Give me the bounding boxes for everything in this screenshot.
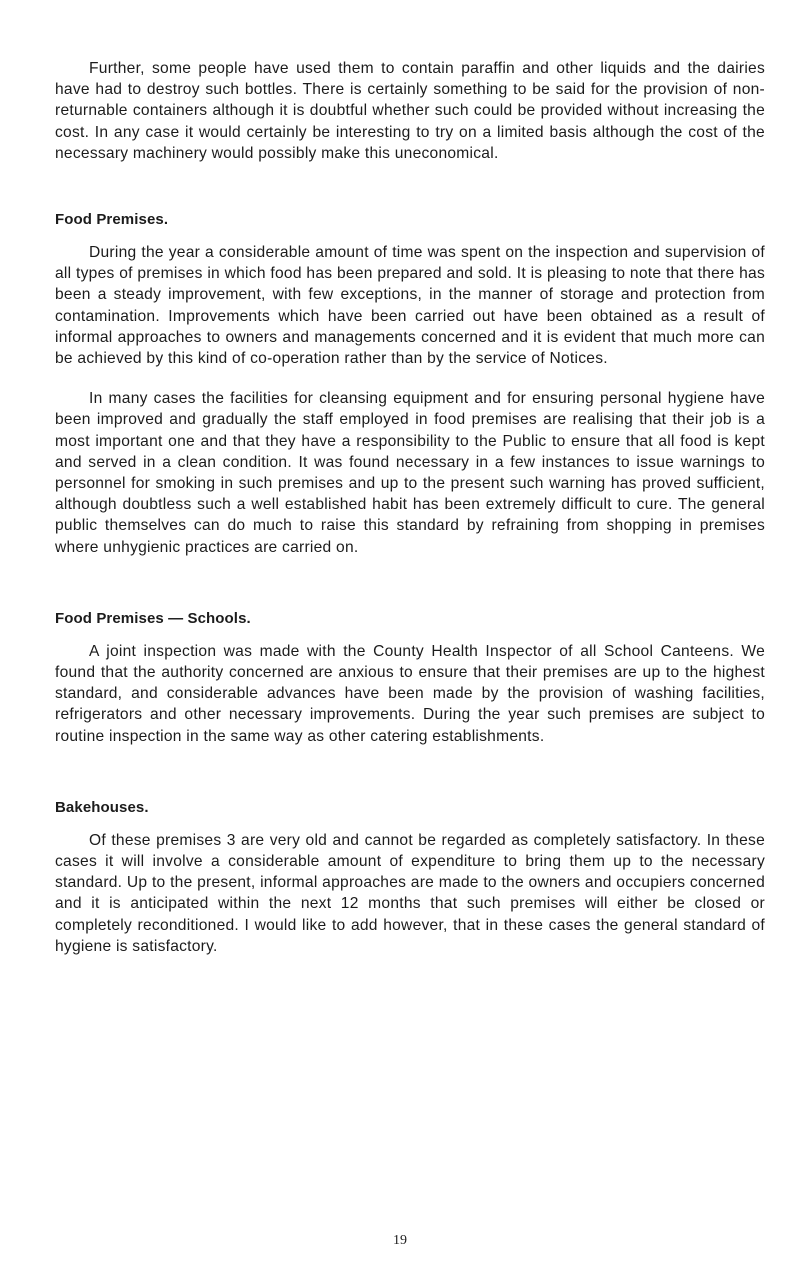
food-premises-paragraph-2: In many cases the facilities for cleansing equipment and for ensuring personal hygiene have been improved and gradually the staff employed in food premises are realising that their job is a most important one and that they have a responsibility to the Public to ensure that all food is kept and served in a clean condition. It was found necessary in a few instances to issue warnings to personnel for smoking in such premises and up to the present such warning has proved sufficient, although doubtless such a well established habit has been extremely difficult to cure. The general public themselves can do much to raise this standard by refraining from shopping in premises where unhygienic practices are carried on. [55, 390, 765, 556]
schools-paragraph: A joint inspection was made with the County Health Inspector of all School Canteens. We found that the authority concerned are anxious to ensure that their premises are up to the highest standard, and considerable advances have been made by the provision of washing facilities, refrigerators and other necessary improvements. During the year such premises are subject to routine inspection in the same way as other catering establishments. [55, 642, 765, 745]
document-page [55, 58, 765, 957]
food-premises-paragraph-1: During the year a considerable amount of time was spent on the inspection and supervision of all types of premises in which food has been prepared and sold. It is pleasing to note that there has been a steady improvement, with few exceptions, in the manner of storage and protection from contamination. Improvements which have been carried out have been obtained as a result of informal approaches to owners and managements concerned and it is evident that much more can be achieved by this kind of co-operation rather than by the service of Notices. [55, 244, 765, 368]
page-number: 19 [393, 1233, 407, 1248]
bakehouses-paragraph: Of these premises 3 are very old and cannot be regarded as completely satisfactory. In these cases it will involve a considerable amount of expenditure to bring them up to the necessary standard. Up to the present, informal approaches are made to the owners and occupiers concerned and it is anticipated within the next 12 months that such premises will either be closed or completely reconditioned. I would like to add however, that in these cases the general standard of hygiene is satisfactory. [55, 831, 765, 955]
heading-bakehouses: Bakehouses. [55, 798, 149, 816]
intro-paragraph: Further, some people have used them to contain paraffin and other liquids and the dairies have had to destroy such bottles. There is certainly something to be said for the provision of non-returnable containers although it is doubtful whether such could be provided without increasing the cost. In any case it would certainly be interesting to try on a limited basis although the cost of the necessary machinery would possibly make this uneconomical. [55, 60, 765, 162]
heading-food-premises: Food Premises. [55, 211, 169, 229]
heading-food-premises-schools: Food Premises — Schools. [55, 609, 251, 627]
